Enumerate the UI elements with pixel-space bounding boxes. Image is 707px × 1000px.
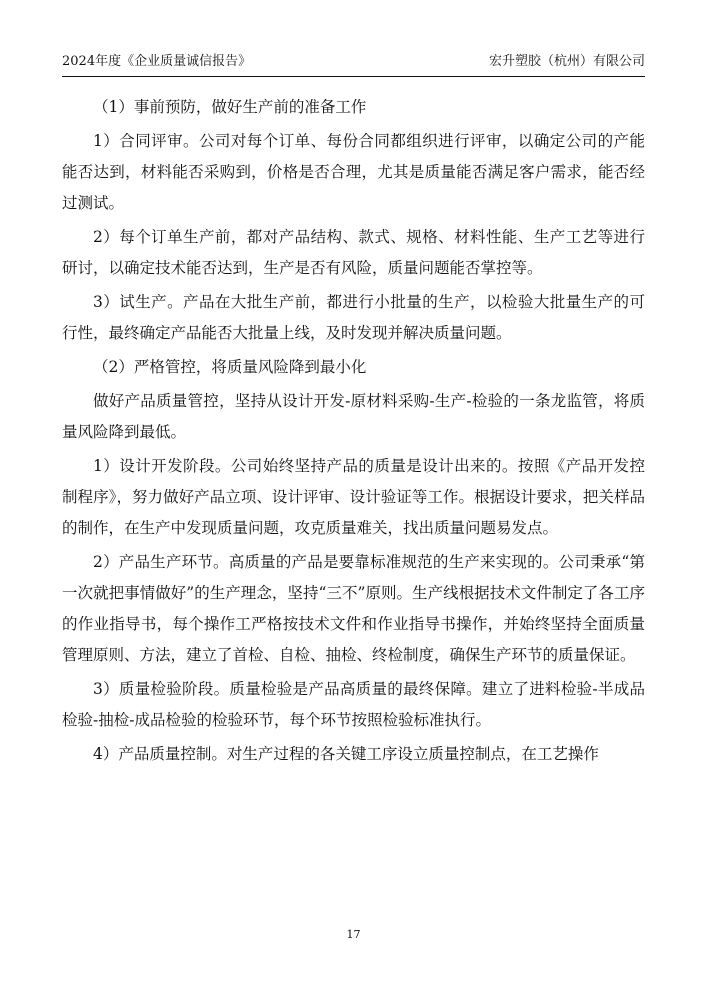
document-body bbox=[62, 92, 645, 773]
paragraph-production-stage: 2）产品生产环节。高质量的产品是要靠标准规范的生产来实现的。公司秉承“第一次就把事情做好”的生产理念，坚持“三不”原则。生产线根据技术文件制定了各工序的作业指导书，每个操作工严格按技术文件和作业指导书操作，并始终坚持全面质量管理原则、方法，建立了首检、自检、抽检、终检制度，确保生产环节的质量保证。 bbox=[62, 553, 645, 664]
report-title: 2024年度《企业质量诚信报告》 bbox=[62, 54, 252, 69]
paragraph-contract-review: 1）合同评审。公司对每个订单、每份合同都组织进行评审，以确定公司的产能能否达到，材料能否采购到，价格是否合理，尤其是质量能否满足客户需求，能否经过测试。 bbox=[62, 132, 645, 212]
paragraph-quality-control-overview: 做好产品质量管控，坚持从设计开发-原材料采购-生产-检验的一条龙监管，将质量风险降到最低。 bbox=[62, 392, 645, 441]
paragraph-design-development: 1）设计开发阶段。公司始终坚持产品的质量是设计出来的。按照《产品开发控制程序》，努力做好产品立项、设计评审、设计验证等工作。根据设计要求，把关样品的制作，在生产中发现质量问题，攻克质量难关，找出质量问题易发点。 bbox=[62, 457, 645, 537]
page-header bbox=[62, 52, 645, 72]
section-heading-strict-control: （2）严格管控，将质量风险降到最小化 bbox=[93, 358, 367, 376]
page-number: 17 bbox=[346, 928, 361, 941]
paragraph-trial-production: 3）试生产。产品在大批生产前，都进行小批量的生产，以检验大批量生产的可行性，最终确定产品能否大批量上线，及时发现并解决质量问题。 bbox=[62, 293, 645, 342]
section-heading-prevention: （1）事前预防，做好生产前的准备工作 bbox=[93, 98, 367, 116]
paragraph-inspection-stage: 3）质量检验阶段。质量检验是产品高质量的最终保障。建立了进料检验-半成品检验-抽检-成品检验的检验环节，每个环节按照检验标准执行。 bbox=[62, 680, 645, 729]
paragraph-pre-production-study: 2）每个订单生产前，都对产品结构、款式、规格、材料性能、生产工艺等进行研讨，以确定技术能否达到，生产是否有风险，质量问题能否掌控等。 bbox=[62, 228, 645, 277]
header-divider bbox=[62, 76, 645, 77]
company-name: 宏升塑胶（杭州）有限公司 bbox=[488, 54, 645, 69]
paragraph-quality-control-points: 4）产品质量控制。对生产过程的各关键工序设立质量控制点，在工艺操作 bbox=[93, 745, 599, 763]
